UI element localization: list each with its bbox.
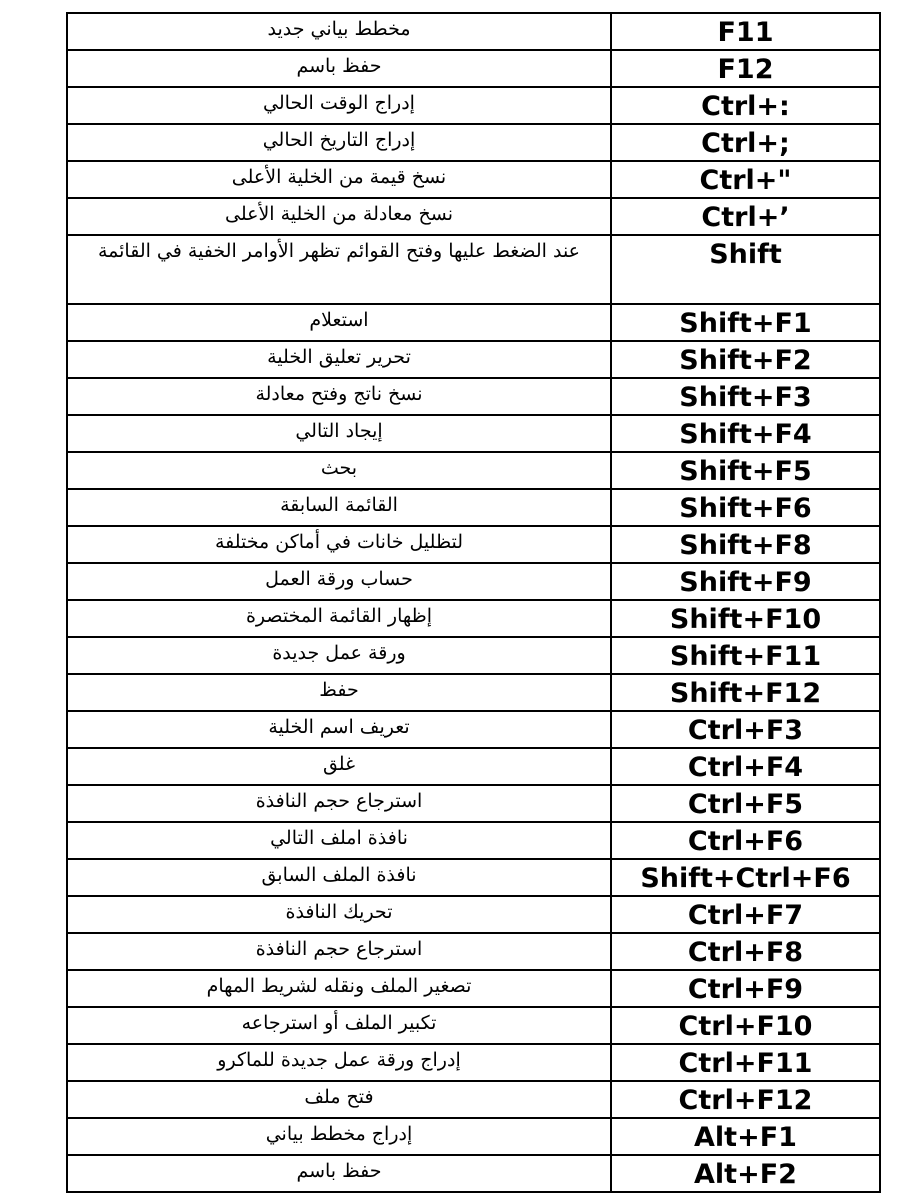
shortcut-description: نافذة املف التالي: [67, 822, 611, 859]
shortcut-description: ورقة عمل جديدة: [67, 637, 611, 674]
shortcut-description: غلق: [67, 748, 611, 785]
shortcut-key: Shift: [611, 235, 880, 304]
shortcut-description: فتح ملف: [67, 1081, 611, 1118]
shortcut-description: إيجاد التالي: [67, 415, 611, 452]
shortcut-key: Shift+F1: [611, 304, 880, 341]
table-row: [67, 748, 880, 785]
shortcut-key: Shift+F11: [611, 637, 880, 674]
table-row: [67, 526, 880, 563]
shortcut-description: تكبير الملف أو استرجاعه: [67, 1007, 611, 1044]
shortcut-description: استرجاع حجم النافذة: [67, 933, 611, 970]
table-row: [67, 1044, 880, 1081]
table-row: [67, 859, 880, 896]
table-row: [67, 1155, 880, 1192]
table-row: [67, 637, 880, 674]
shortcut-key: Ctrl+F3: [611, 711, 880, 748]
shortcut-key: Ctrl+;: [611, 124, 880, 161]
shortcut-description: نافذة الملف السابق: [67, 859, 611, 896]
shortcut-description: إدراج مخطط بياني: [67, 1118, 611, 1155]
shortcut-key: Shift+F12: [611, 674, 880, 711]
shortcut-description: حفظ باسم: [67, 1155, 611, 1192]
shortcut-key: Ctrl+F5: [611, 785, 880, 822]
table-row: [67, 489, 880, 526]
shortcut-description: مخطط بياني جديد: [67, 13, 611, 50]
table-row: [67, 341, 880, 378]
shortcut-key: Shift+Ctrl+F6: [611, 859, 880, 896]
shortcut-key: Ctrl+F6: [611, 822, 880, 859]
shortcut-key: Alt+F2: [611, 1155, 880, 1192]
shortcut-key: Alt+F1: [611, 1118, 880, 1155]
table-row: [67, 970, 880, 1007]
shortcut-key: Shift+F2: [611, 341, 880, 378]
shortcut-description: إظهار القائمة المختصرة: [67, 600, 611, 637]
shortcut-key: Shift+F5: [611, 452, 880, 489]
shortcut-description: استرجاع حجم النافذة: [67, 785, 611, 822]
shortcut-description: تعريف اسم الخلية: [67, 711, 611, 748]
table-row: [67, 822, 880, 859]
shortcut-description: استعلام: [67, 304, 611, 341]
table-row: [67, 161, 880, 198]
shortcut-key: F11: [611, 13, 880, 50]
shortcut-key: Ctrl+": [611, 161, 880, 198]
shortcut-key: Ctrl+F11: [611, 1044, 880, 1081]
shortcut-key: Ctrl+F7: [611, 896, 880, 933]
shortcut-key: Shift+F3: [611, 378, 880, 415]
shortcut-description: إدراج الوقت الحالي: [67, 87, 611, 124]
shortcut-key: Shift+F6: [611, 489, 880, 526]
table-row: [67, 198, 880, 235]
shortcut-description: حفظ باسم: [67, 50, 611, 87]
shortcut-key: Ctrl+F8: [611, 933, 880, 970]
shortcut-key: Ctrl+:: [611, 87, 880, 124]
shortcut-key: F12: [611, 50, 880, 87]
shortcut-description: تحرير تعليق الخلية: [67, 341, 611, 378]
shortcut-key: Shift+F10: [611, 600, 880, 637]
table-row: [67, 235, 880, 304]
shortcut-description: نسخ قيمة من الخلية الأعلى: [67, 161, 611, 198]
shortcut-description: حساب ورقة العمل: [67, 563, 611, 600]
shortcut-description: إدراج التاريخ الحالي: [67, 124, 611, 161]
table-row: [67, 563, 880, 600]
table-row: [67, 600, 880, 637]
shortcut-description: تصغير الملف ونقله لشريط المهام: [67, 970, 611, 1007]
table-row: [67, 124, 880, 161]
shortcuts-table: [66, 12, 881, 1193]
table-row: [67, 304, 880, 341]
table-row: [67, 452, 880, 489]
shortcut-key: Shift+F8: [611, 526, 880, 563]
shortcut-key: Ctrl+’: [611, 198, 880, 235]
shortcut-description: القائمة السابقة: [67, 489, 611, 526]
shortcut-key: Ctrl+F4: [611, 748, 880, 785]
shortcut-key: Ctrl+F10: [611, 1007, 880, 1044]
shortcut-description: نسخ معادلة من الخلية الأعلى: [67, 198, 611, 235]
table-row: [67, 896, 880, 933]
table-row: [67, 50, 880, 87]
shortcut-description: تحريك النافذة: [67, 896, 611, 933]
table-row: [67, 1118, 880, 1155]
table-row: [67, 87, 880, 124]
shortcut-description: عند الضغط عليها وفتح القوائم تظهر الأوامر الخفية في القائمة: [67, 235, 611, 304]
table-row: [67, 1007, 880, 1044]
shortcut-key: Shift+F4: [611, 415, 880, 452]
shortcut-key: Shift+F9: [611, 563, 880, 600]
shortcut-description: بحث: [67, 452, 611, 489]
table-row: [67, 13, 880, 50]
table-row: [67, 1081, 880, 1118]
shortcut-key: Ctrl+F9: [611, 970, 880, 1007]
shortcut-description: حفظ: [67, 674, 611, 711]
shortcut-description: لتظليل خانات في أماكن مختلفة: [67, 526, 611, 563]
shortcut-key: Ctrl+F12: [611, 1081, 880, 1118]
table-row: [67, 674, 880, 711]
table-row: [67, 711, 880, 748]
table-row: [67, 933, 880, 970]
shortcut-description: إدراج ورقة عمل جديدة للماكرو: [67, 1044, 611, 1081]
table-row: [67, 378, 880, 415]
shortcut-description: نسخ ناتج وفتح معادلة: [67, 378, 611, 415]
table-row: [67, 785, 880, 822]
table-row: [67, 415, 880, 452]
